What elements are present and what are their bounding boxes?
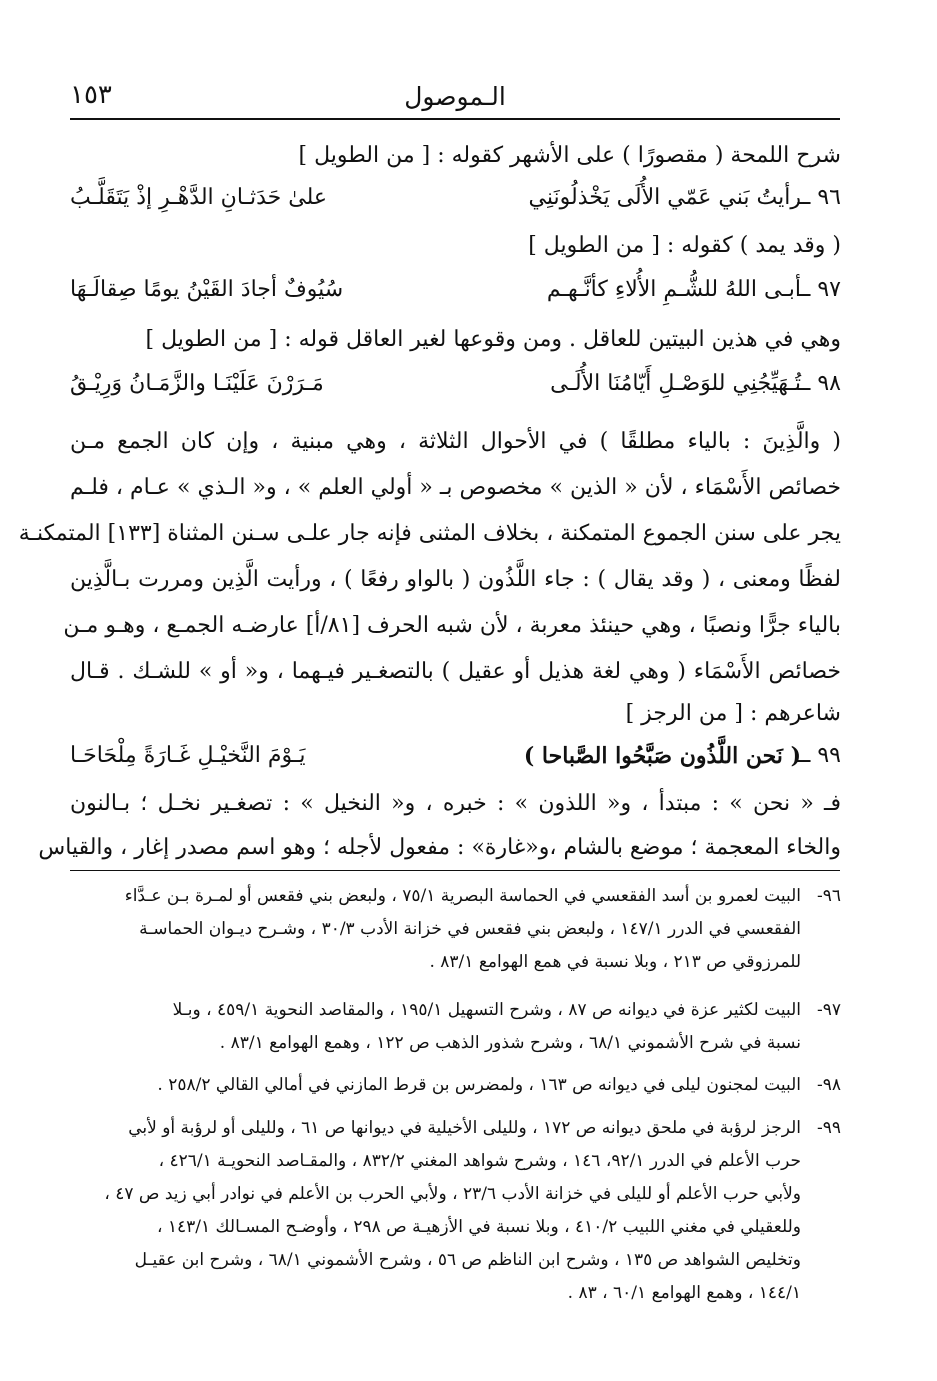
footnote-line: وتخليص الشواهد ص ١٣٥ ، وشرح ابن الناظم ص ٥٦ ، وشرح الأشموني ٦٨/١ ، وشرح ابن عقيـل xyxy=(134,1250,801,1270)
text-line: بالياء جرًّا ونصبًا ، وهي حينئذ معربة ، لأن شبه الحرف [٨١/أ] عارضـه الجمـع ، وهـو مـن xyxy=(63,613,841,638)
header-rule xyxy=(70,118,840,120)
footnote-line: ١٤٤/١ ، وهمع الهوامع ٦٠/١ ، ٨٣ . xyxy=(567,1283,801,1303)
verse-96 xyxy=(70,176,841,220)
verse-first-hemistich: أبـى اللهُ للشُّـمِ الأُلاءِ كأنَّـهـم xyxy=(546,277,801,302)
footnote-line: البيت لمجنون ليلى في ديوانه ص ١٦٣ ، ولمضرس بن قرط المازني في أمالي القالي ٢٥٨/٢ . xyxy=(157,1075,801,1095)
text-line: شرح اللمحة ( مقصورًا ) على الأشهر كقوله : [ من الطويل ] xyxy=(298,143,841,168)
verse-97 xyxy=(70,268,841,312)
verse-second-hemistich: علىٰ حَدَثـانِ الدَّهْـرِ إذْ يَتَقَلَّـبُ xyxy=(70,185,327,210)
verse-99 xyxy=(70,734,841,778)
verse-number: ٩٦ ــ xyxy=(797,185,841,210)
text-line: يجر على سنن الجموع المتمكنة ، بخلاف المثنى فإنه جار علـى سـنن المثناة [١٣٣] المتمكنـة xyxy=(18,521,841,546)
text-line: لفظًا ومعنى ، ( وقد يقال ) : جاء اللَّذُون ( بالواو رفعًا ) ، ورأيت الَّذِين ومررت بـالَّذِين xyxy=(70,567,841,592)
chapter-title: الـموصول xyxy=(404,82,506,111)
page-number: ١٥٣ xyxy=(70,80,112,110)
text-line: والخاء المعجمة ؛ موضع بالشام ،و«غارة» : مفعول لأجله ؛ وهو اسم مصدر إغار ، والقياس xyxy=(38,835,841,860)
text-line: خصائص الأَسْمَاء ( وهي لغة هذيل أو عقيل ) بالتصغـير فيـهما ، و« أو » للشـك . قـال xyxy=(70,659,841,684)
footnote-line: حرب الأعلم في الدرر ٩٢/١، ١٤٦ ، وشرح شواهد المغني ٨٣٢/٢ ، والمقـاصد النحويـة ٤٢٦/١ ، xyxy=(158,1151,801,1171)
text-line: خصائص الأَسْمَاء ، لأن « الذين » مخصوص بـ « أولي العلم » ، و« الـذي » عـام ، فلـم xyxy=(70,475,841,500)
footnote-line: وللعقيلي في مغني اللبيب ٤١٠/٢ ، وبلا نسبة في الأزهيـة ص ٢٩٨ ، وأوضـح المسـالك ١٤٣/١ ، xyxy=(157,1217,801,1237)
verse-second-hemistich: مَـرَرْنَ عَلَيْنَـا والزَّمَـانُ وَرِيْـقُ xyxy=(70,371,324,396)
footnote-line: للمرزوقي ص ٢١٣ ، وبلا نسبة في همع الهوامع ٨٣/١ . xyxy=(429,952,801,972)
page-header xyxy=(70,78,840,120)
text-line: شاعرهم : [ من الرجز ] xyxy=(625,701,841,726)
text-line: وهي في هذين البيتين للعاقل . ومن وقوعها لغير العاقل قوله : [ من الطويل ] xyxy=(145,327,841,352)
verse-number: ٩٧ ــ xyxy=(797,277,841,302)
footnote-number: ٩٧- xyxy=(816,1000,841,1020)
text-line: ( والَّذِينَ : بالياء مطلقًا ) في الأحوال الثلاثة ، وهي مبنية ، وإن كان الجمع مـن xyxy=(70,429,841,454)
text-line: ( وقد يمد ) كقوله : [ من الطويل ] xyxy=(528,233,841,258)
footnote-number: ٩٩- xyxy=(816,1118,841,1138)
text-line: فـ « نحن » : مبتدأ ، و« اللذون » : خبره ، و« النخيل » : تصغـير نخـل ؛ بـالنون xyxy=(70,791,841,816)
verse-98 xyxy=(70,362,841,406)
footnote-line: البيت لعمرو بن أسد الفقعسي في الحماسة البصرية ٧٥/١ ، ولبعض بني فقعس أو لمـرة بـن عـدَّاء xyxy=(124,886,801,906)
footnote-number: ٩٨- xyxy=(816,1075,841,1095)
verse-number: ٩٨ ــ xyxy=(797,371,841,396)
verse-first-hemistich: رأيتُ بَني عَمّي الأُلَى يَخْذلُونَنِي xyxy=(528,185,801,210)
footnote-number: ٩٦- xyxy=(816,886,841,906)
verse-second-hemistich: يَـوْمَ النَّخيْـلِ غَـارَةً مِلْحَاحَـا xyxy=(70,743,306,768)
verse-first-hemistich: تُـهَيِّجُنِي للوَصْـلِ أَيّامُنَا الأُلَـى xyxy=(550,371,801,396)
footnote-line: نسبة في شرح الأشموني ٦٨/١ ، وشرح شذور الذهب ص ١٢٢ ، وهمع الهوامع ٨٣/١ . xyxy=(219,1033,801,1053)
footnote-divider xyxy=(70,870,840,871)
footnote-line: ولأبي حرب الأعلم أو لليلى في خزانة الأدب ٢٣/٦ ، ولأبي الحرب بن الأعلم في نوادر أبي زيد ص ٤٧ ، xyxy=(104,1184,801,1204)
verse-number: ٩٩ ــ xyxy=(797,743,841,768)
footnote-line: الفقعسي في الدرر ١٤٧/١ ، ولبعض بني فقعس في خزانة الأدب ٣٠/٣ ، وشـرح ديـوان الحماسـة xyxy=(139,919,801,939)
verse-second-hemistich: سُيُوفٌ أجادَ القَيْنُ يومًا صِقالَـهَا xyxy=(70,277,344,302)
footnote-line: البيت لكثير عزة في ديوانه ص ٨٧ ، وشرح التسهيل ١٩٥/١ ، والمقاصد النحوية ٤٥٩/١ ، وبـلا xyxy=(172,1000,801,1020)
footnote-line: الرجز لرؤبة في ملحق ديوانه ص ١٧٢ ، ولليلى الأخيلية في ديوانها ص ٦١ ، ولليلى أو لرؤبة أو لأبي xyxy=(128,1118,801,1138)
verse-first-hemistich: ( نَحن اللَّذُون صَبَّحُوا الصَّباحا ) xyxy=(523,743,801,769)
